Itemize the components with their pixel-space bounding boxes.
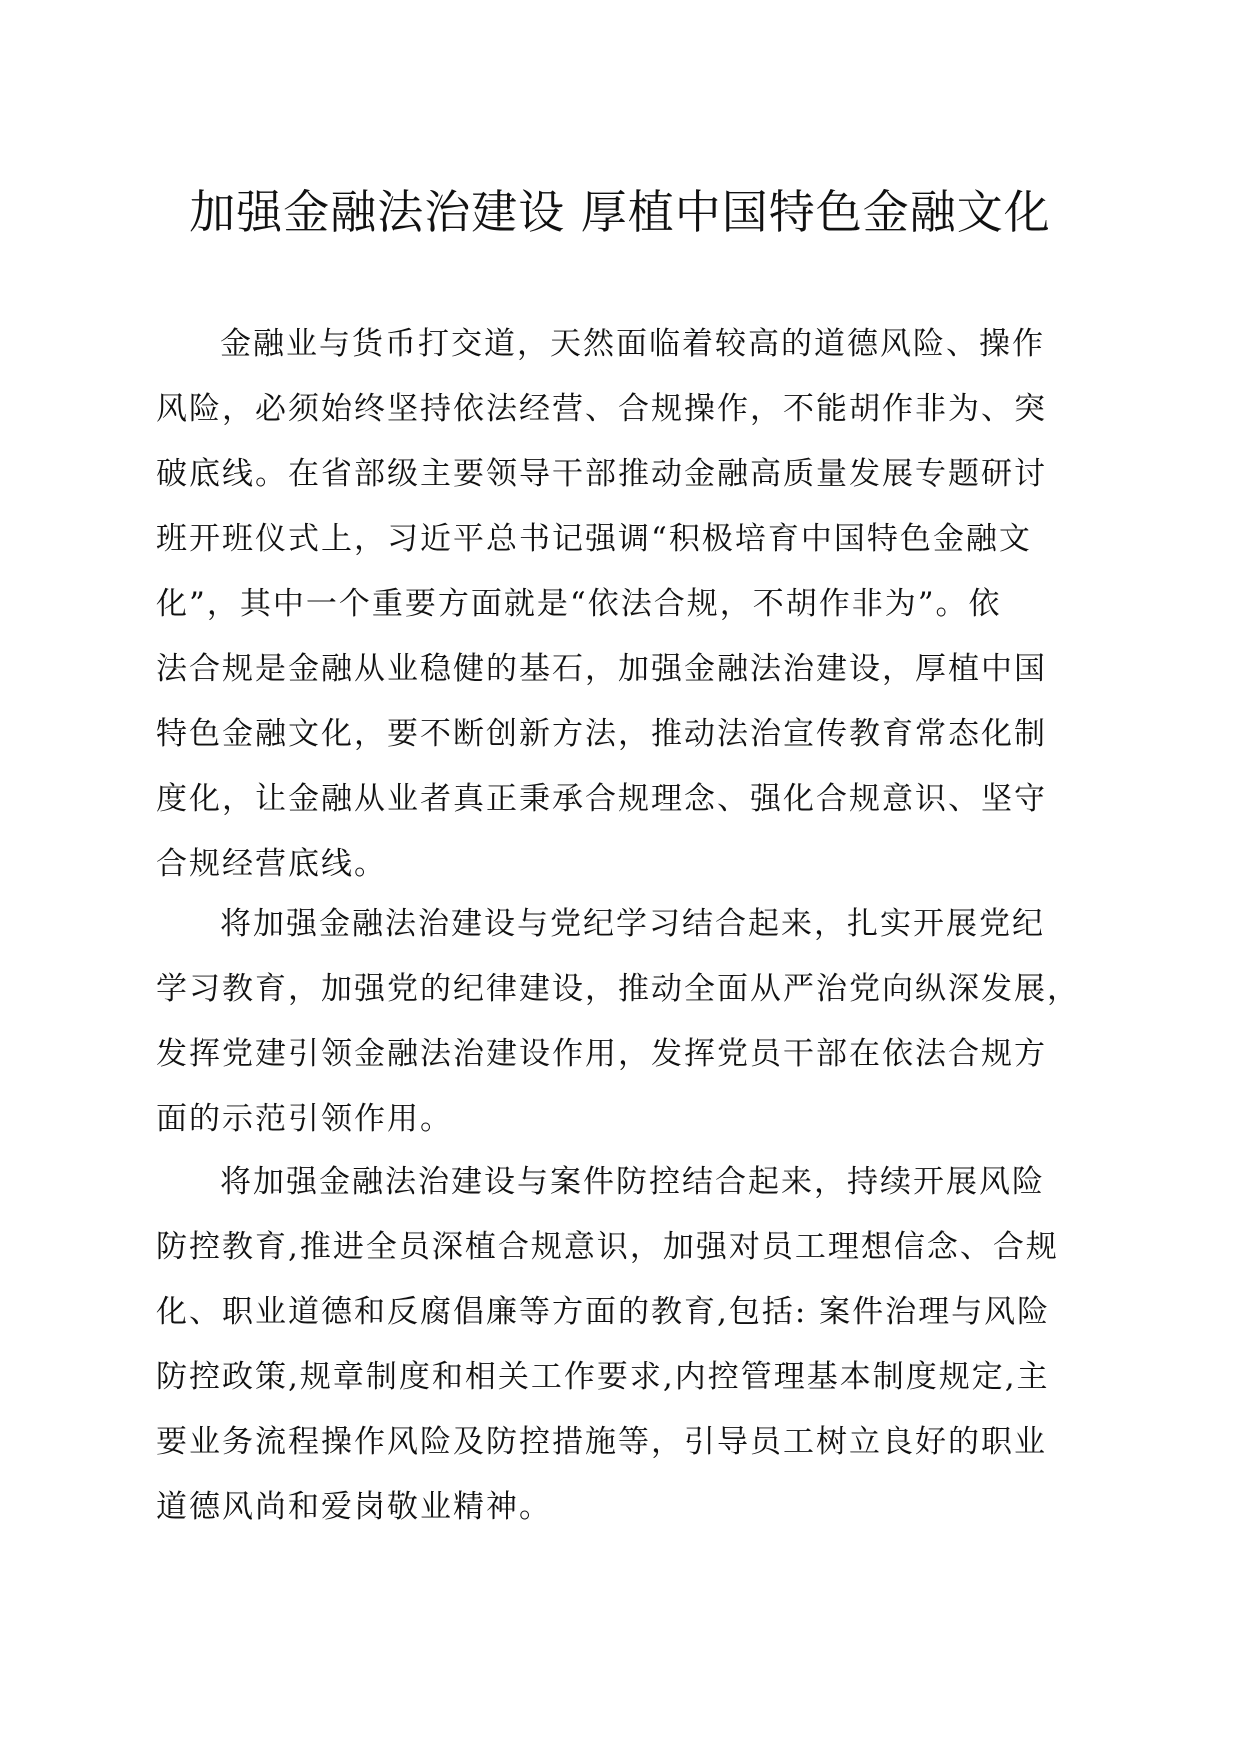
paragraph-line: 发挥党建引领金融法治建设作用，发挥党员干部在依法合规方 — [156, 1036, 1047, 1072]
paragraph-1 — [156, 312, 1047, 897]
paragraph-line: 度化，让金融从业者真正秉承合规理念、强化合规意识、坚守 — [156, 781, 1047, 817]
paragraph-line: 法合规是金融从业稳健的基石，加强金融法治建设，厚植中国 — [156, 651, 1047, 687]
paragraph-line: 学习教育，加强党的纪律建设，推动全面从严治党向纵深发展， — [156, 971, 1080, 1007]
paragraph-line: 防控教育,推进全员深植合规意识，加强对员工理想信念、合规 — [156, 1229, 1059, 1265]
paragraph-line: 化、职业道德和反腐倡廉等方面的教育,包括: 案件治理与风险 — [156, 1294, 1051, 1330]
paragraph-line: 金融业与货币打交道，天然面临着较高的道德风险、操作 — [220, 326, 1045, 362]
paragraph-line: 将加强金融法治建设与案件防控结合起来，持续开展风险 — [220, 1164, 1045, 1200]
paragraph-line: 特色金融文化，要不断创新方法，推动法治宣传教育常态化制 — [156, 716, 1047, 752]
paragraph-line: 合规经营底线。 — [156, 846, 387, 882]
document-title: 加强金融法治建设 厚植中国特色金融文化 — [189, 185, 1051, 239]
paragraph-line: 化”，其中一个重要方面就是“依法合规，不胡作非为”。依 — [156, 586, 1002, 622]
paragraph-line: 面的示范引领作用。 — [156, 1101, 453, 1137]
paragraph-line: 将加强金融法治建设与党纪学习结合起来，扎实开展党纪 — [220, 906, 1045, 942]
paragraph-2 — [156, 892, 1080, 1152]
paragraph-line: 道德风尚和爱岗敬业精神。 — [156, 1489, 552, 1525]
paragraph-line: 要业务流程操作风险及防控措施等，引导员工树立良好的职业 — [156, 1424, 1047, 1460]
paragraph-line: 破底线。在省部级主要领导干部推动金融高质量发展专题研讨 — [156, 456, 1047, 492]
paragraph-3 — [156, 1150, 1059, 1540]
paragraph-line: 防控政策,规章制度和相关工作要求,内控管理基本制度规定,主 — [156, 1359, 1050, 1395]
paragraph-line: 风险，必须始终坚持依法经营、合规操作，不能胡作非为、突 — [156, 391, 1047, 427]
paragraph-line: 班开班仪式上，习近平总书记强调“积极培育中国特色金融文 — [156, 521, 1032, 557]
